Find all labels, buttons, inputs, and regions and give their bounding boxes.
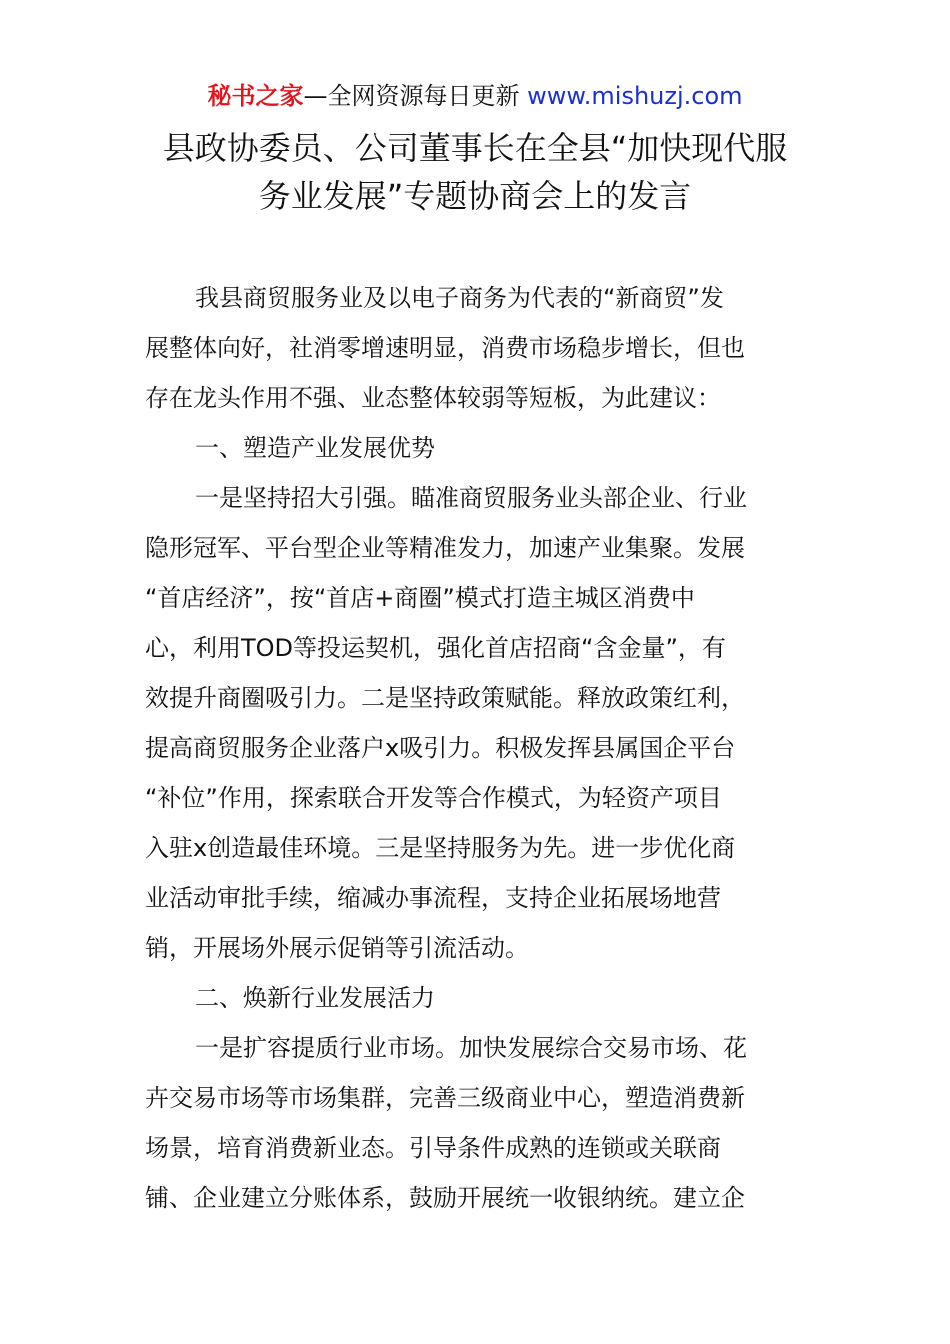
document-body (145, 273, 810, 1223)
paragraph-line: 销，开展场外展示促销等引流活动。 (145, 934, 529, 962)
title-line: 务业发展”专题协商会上的发言 (258, 177, 692, 215)
site-brand: 秘书之家 (207, 82, 304, 110)
paragraph-line: 一是坚持招大引强。瞄准商贸服务业头部企业、行业 (195, 484, 747, 512)
paragraph-line: “首店经济”，按“首店+商圈”模式打造主城区消费中 (145, 584, 695, 612)
paragraph-line: 效提升商圈吸引力。二是坚持政策赋能。释放政策红利， (145, 684, 745, 712)
paragraph-line: 提高商贸服务企业落户x吸引力。积极发挥县属国企平台 (145, 734, 736, 762)
paragraph-line: 场景，培育消费新业态。引导条件成熟的连锁或关联商 (145, 1134, 721, 1162)
section-heading-text: 一、塑造产业发展优势 (195, 434, 435, 462)
paragraph-line: “补位”作用，探索联合开发等合作模式，为轻资产项目 (145, 784, 722, 812)
document-title (0, 124, 950, 220)
site-header (0, 80, 950, 112)
paragraph-line: 业活动审批手续，缩减办事流程，支持企业拓展场地营 (145, 884, 721, 912)
section-heading-2 (145, 973, 810, 1023)
paragraph-line: 我县商贸服务业及以电子商务为代表的“新商贸”发 (195, 284, 724, 312)
paragraph-line: 入驻x创造最佳环境。三是坚持服务为先。进一步优化商 (145, 834, 736, 862)
paragraph-line: 心，利用TOD等投运契机，强化首店招商“含金量”，有 (145, 634, 726, 662)
paragraph-line: 铺、企业建立分账体系，鼓励开展统一收银纳统。建立企 (145, 1184, 745, 1212)
site-url-link[interactable]: www.mishuzj.com (527, 82, 743, 110)
paragraph-intro (145, 273, 810, 423)
paragraph-line: 卉交易市场等市场集群，完善三级商业中心，塑造消费新 (145, 1084, 745, 1112)
paragraph-section-2 (145, 1023, 810, 1223)
paragraph-line: 一是扩容提质行业市场。加快发展综合交易市场、花 (195, 1034, 747, 1062)
paragraph-line: 展整体向好，社消零增速明显，消费市场稳步增长，但也 (145, 334, 745, 362)
section-heading-text: 二、焕新行业发展活力 (195, 984, 435, 1012)
section-heading-1 (145, 423, 810, 473)
paragraph-section-1 (145, 473, 810, 973)
paragraph-line: 存在龙头作用不强、业态整体较弱等短板，为此建议： (145, 384, 721, 412)
site-tagline: —全网资源每日更新 (303, 82, 520, 110)
paragraph-line: 隐形冠军、平台型企业等精准发力，加速产业集聚。发展 (145, 534, 745, 562)
title-line: 县政协委员、公司董事长在全县“加快现代服 (162, 129, 788, 167)
